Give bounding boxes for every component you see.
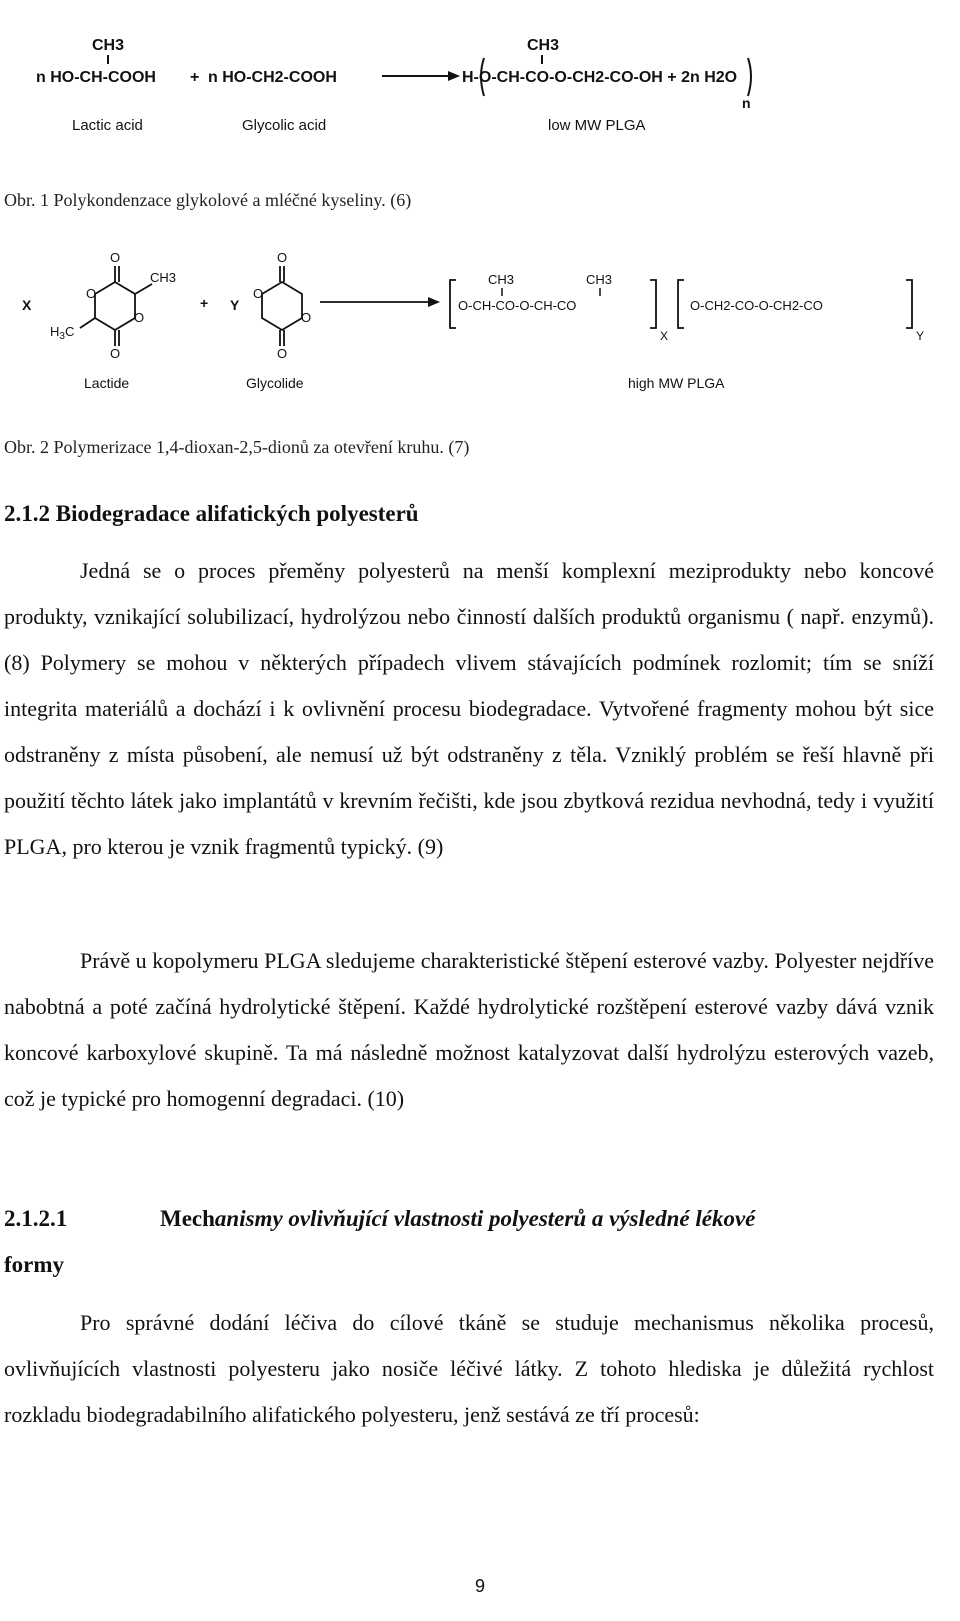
svg-text:O: O [277,250,288,265]
lactic-acid-formula: n HO-CH-COOH [36,69,156,86]
scheme-ring-opening [0,240,960,400]
coef-x: X [22,297,32,313]
product-ch3-b: CH3 [586,272,613,287]
polycondensation-diagram [0,20,960,150]
svg-text:O: O [110,250,121,265]
section-heading-2-1-2: 2.1.2 Biodegradace alifatických polyesterů [4,501,419,526]
reaction-arrow-2 [428,297,440,307]
lactide-ch3: CH3 [150,270,177,285]
ring-opening-diagram [0,240,960,400]
paragraph-mechanisms: Pro správné dodání léčiva do cílové tkáně se studuje mechanismus několika procesů, ovlivňujících vlastnosti polyesteru jako nosiče léčivé látky. Z tohoto hlediska je důležitá rychlost rozkladu biodegradabilního alifatického polyesteru, jenž sestává ze tří procesů: [4,1310,934,1427]
lactic-ch3: CH3 [92,37,125,54]
repeat-n: n [742,95,751,111]
section-heading-2-1-2-1 [4,1196,934,1288]
heading-line-2: formy [4,1252,65,1277]
heading-number: 2.1.2.1 [4,1206,68,1231]
plga-formula: H-O-CH-CO-O-CH2-CO-OH + 2n H2O [462,69,738,86]
plus-sign-1: + [190,69,200,86]
svg-text:O: O [301,310,312,325]
product-lactide-block: O-CH-CO-O-CH-CO [458,298,577,313]
reaction-arrow [448,71,460,81]
paragraph-biodegradation: Jedná se o proces přeměny polyesterů na menší komplexní meziprodukty nebo koncové produkty, vznikající solubilizací, hydrolýzou nebo činností dalších produktů organismu ( např. enzymů). (8) Polymery se mohou v některých případech vlivem stávajících podmínek rozlomit; tím se sníží integrita materiálů a dochází i k ovlivnění procesu biodegradace. Vytvořené fragmenty mohou být sice odstraněny z místa působení, ale nemusí už být odstraněny z těla. Vzniklý problém se řeší hlavně při použití těchto látek jako implantátů v krevním řečišti, kde jsou zbytková rezidua nevhodná, tedy i využití PLGA, pro kterou je vznik fragmentů typický. (9) [4,558,934,859]
lactide-structure [80,266,152,346]
svg-text:O: O [277,346,288,361]
subscript-x: X [660,329,669,343]
glycolide-structure [262,266,302,346]
label-lactic-acid: Lactic acid [72,117,143,134]
svg-text:O: O [110,346,121,361]
subscript-y: Y [916,329,925,343]
caption-figure-1: Obr. 1 Polykondenzace glykolové a mléčné kyseliny. (6) [4,190,412,210]
label-low-mw-plga: low MW PLGA [548,117,646,134]
plus-sign-2: + [200,295,209,311]
glycolic-acid-formula: n HO-CH2-COOH [208,69,337,86]
lactide-h3c: $H_3C$ [50,324,75,342]
scheme-polycondensation [0,20,960,150]
label-lactide: Lactide [84,375,130,391]
heading-italic-part: anismy ovlivňující vlastnosti polyesterů a výsledné lékové [214,1206,756,1231]
product-glycolide-block: O-CH2-CO-O-CH2-CO [690,298,823,313]
label-glycolic-acid: Glycolic acid [242,117,327,134]
page-number: 9 [474,1576,485,1596]
product-ch3: CH3 [527,37,560,54]
caption-figure-2: Obr. 2 Polymerizace 1,4-dioxan-2,5-dionů za otevření kruhu. (7) [4,437,470,457]
product-ch3-a: CH3 [488,272,515,287]
label-glycolide: Glycolide [246,375,304,391]
svg-text:O: O [134,310,145,325]
coef-y: Y [230,297,240,313]
svg-text:O: O [253,286,264,301]
label-high-mw-plga: high MW PLGA [628,375,725,391]
heading-plain-part: Mech [160,1206,215,1231]
paragraph-plga-hydrolysis: Právě u kopolymeru PLGA sledujeme charakteristické štěpení esterové vazby. Polyester nejdříve nabobtná a poté začíná hydrolytické štěpení. Každé hydrolytické rozštěpení esterové vazby dává vznik koncové karboxylové skupině. Ta má následně možnost katalyzovat další hydrolýzu esterových vazeb, což je typické pro homogenní degradaci. (10) [4,948,934,1111]
svg-text:O: O [86,286,97,301]
